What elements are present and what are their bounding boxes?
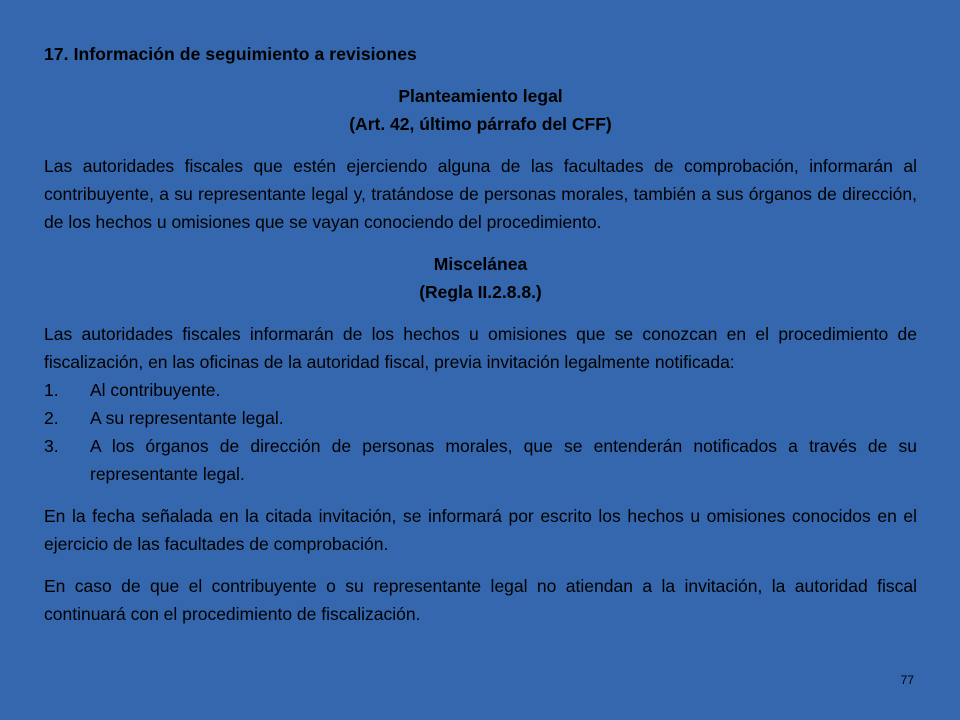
section-title: 17. Información de seguimiento a revisiones — [44, 44, 417, 64]
miscellany-reference: (Regla II.2.8.8.) — [419, 282, 542, 302]
list-item-number: 2. — [44, 408, 59, 428]
list-item-number: 1. — [44, 380, 59, 400]
miscellany-paragraph: Las autoridades fiscales informarán de los hechos u omisiones que se conozcan en el procedimiento de fiscalización, en las oficinas de la autoridad fiscal, previa invitación legalmente notificada: — [44, 324, 917, 372]
miscellany-title: Miscelánea — [433, 254, 528, 274]
non-attendance-paragraph: En caso de que el contribuyente o su representante legal no atiendan a la invitación, la autoridad fiscal continuará con el procedimiento de fiscalización. — [44, 576, 917, 624]
list-item — [44, 376, 917, 404]
list-item-text: A su representante legal. — [90, 408, 284, 428]
legal-basis-reference: (Art. 42, último párrafo del CFF) — [349, 114, 612, 134]
page-number: 77 — [900, 673, 914, 687]
list-item-text: Al contribuyente. — [90, 380, 221, 400]
slide-content — [44, 40, 917, 628]
recipient-list — [44, 376, 917, 488]
list-item — [44, 432, 917, 488]
legal-basis-title: Planteamiento legal — [398, 86, 563, 106]
list-item — [44, 404, 917, 432]
list-item-number: 3. — [44, 436, 59, 456]
invitation-date-paragraph: En la fecha señalada en la citada invitación, se informará por escrito los hechos u omisiones conocidos en el ejercicio de las facultades de comprobación. — [44, 506, 917, 554]
legal-basis-paragraph: Las autoridades fiscales que estén ejerciendo alguna de las facultades de comprobación, informarán al contribuyente, a su representante legal y, tratándose de personas morales, también a sus órganos de dirección, de los hechos u omisiones que se vayan conociendo del procedimiento. — [44, 156, 917, 232]
miscellany-heading — [44, 250, 917, 306]
list-item-text: A los órganos de dirección de personas morales, que se entenderán notificados a través de su representante legal. — [90, 436, 917, 484]
legal-basis-heading — [44, 82, 917, 138]
